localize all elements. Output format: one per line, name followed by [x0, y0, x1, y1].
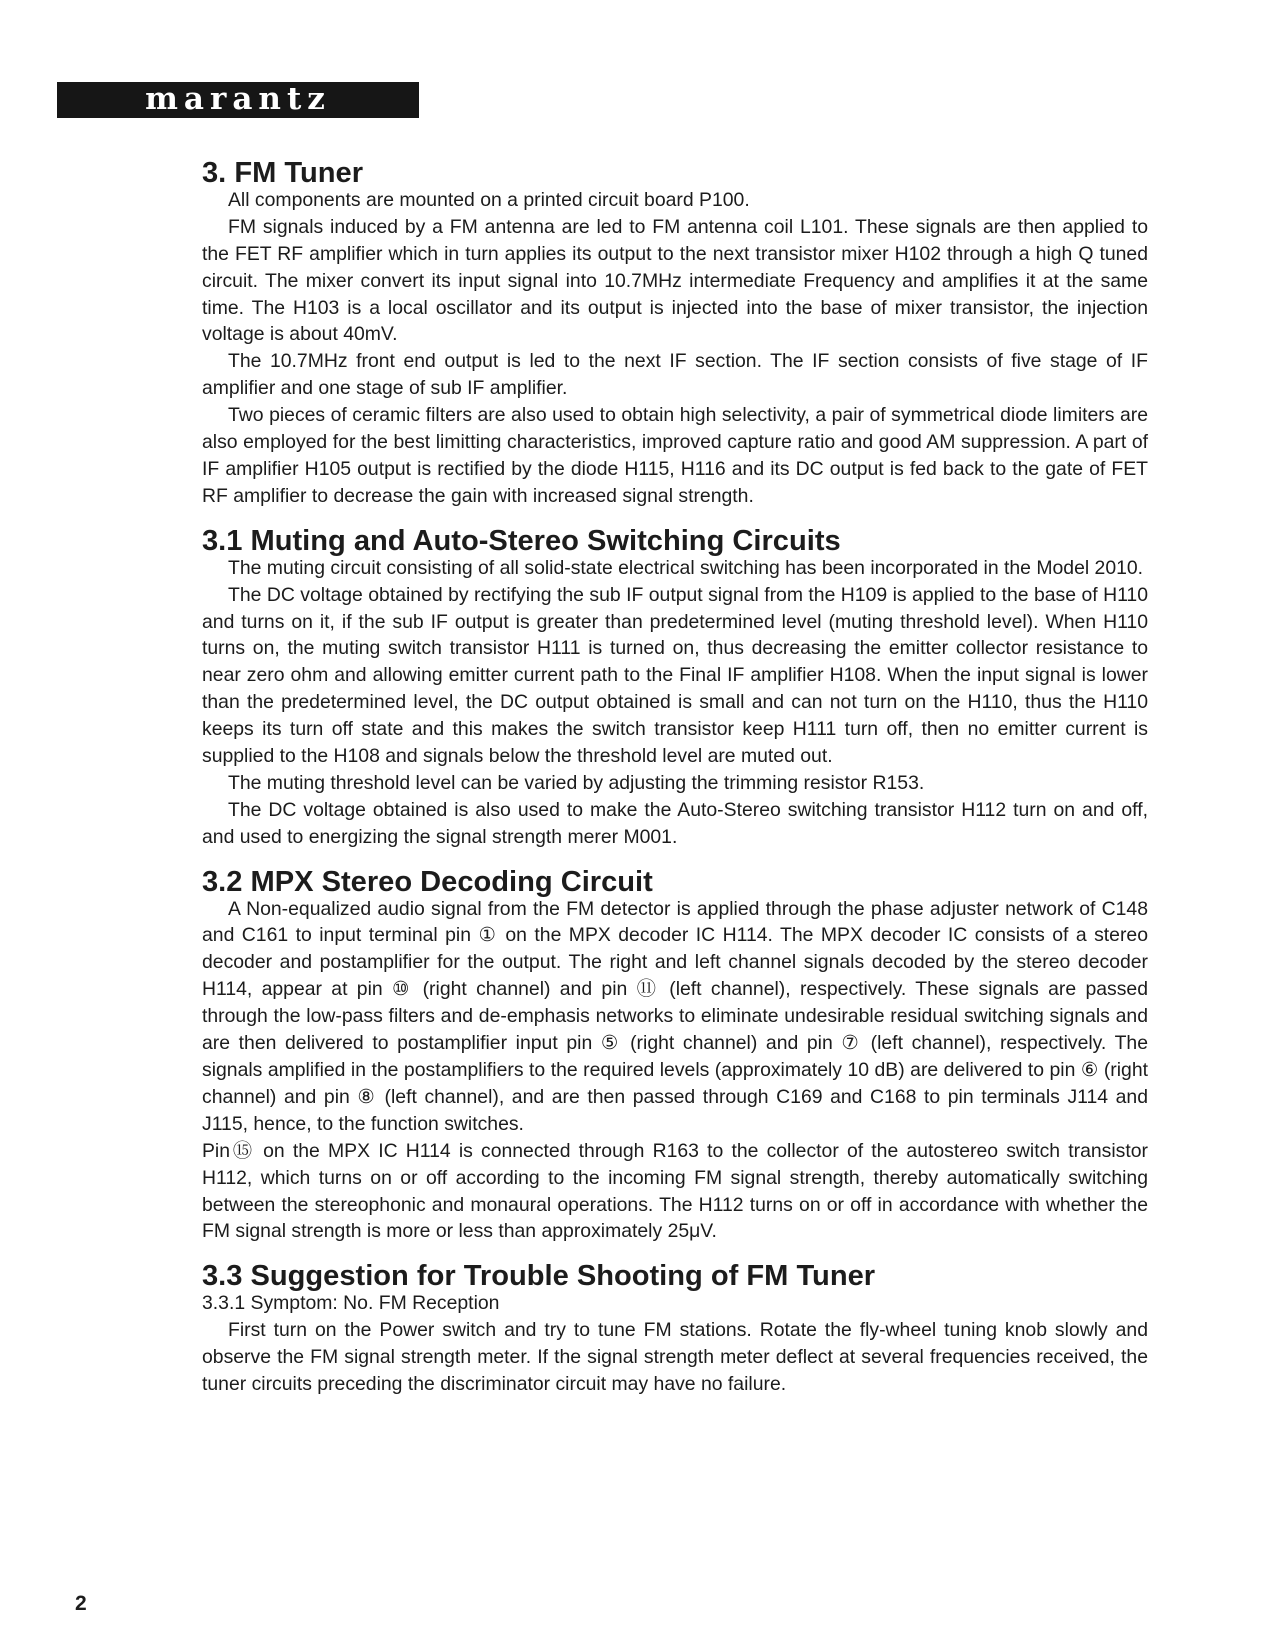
section-heading: 3.1 Muting and Auto-Stereo Switching Circuits	[202, 524, 841, 557]
section-fm-tuner	[202, 157, 1148, 510]
paragraph: The DC voltage obtained is also used to make the Auto-Stereo switching transistor H112 turn on and off, and used to energizing the signal strength merer M001.	[202, 798, 1148, 848]
section-heading: 3.3 Suggestion for Trouble Shooting of FM Tuner	[202, 1260, 876, 1293]
section-mpx-decoding	[202, 865, 1148, 1246]
logo-text: marantz	[145, 81, 331, 117]
paragraph: Two pieces of ceramic filters are also used to obtain high selectivity, a pair of symmetrical diode limiters are also employed for the best limitting characteristics, improved capture ratio and good AM suppression. A part of IF amplifier H105 output is rectified by the diode H115, H116 and its DC output is fed back to the gate of FET RF amplifier to decrease the gain with increased signal strength.	[202, 404, 1148, 507]
paragraph: A Non-equalized audio signal from the FM detector is applied through the phase adjuster network of C148 and C161 to input terminal pin ① on the MPX decoder IC H114. The MPX decoder IC consists of a stereo decoder and postamplifier for the output. The right and left channel signals decoded by the stereo decoder H114, appear at pin ⑩ (right channel) and pin ⑪ (left channel), respectively. These signals are passed through the low-pass filters and de-emphasis networks to eliminate undesirable residual switching signals and are then delivered to postamplifier input pin ⑤ (right channel) and pin ⑦ (left channel), respectively. The signals amplified in the postamplifiers to the required levels (approximately 10 dB) are delivered to pin ⑥ (right channel) and pin ⑧ (left channel), and are then passed through C169 and C168 to pin terminals J114 and J115, hence, to the function switches.	[202, 897, 1148, 1135]
section-muting-auto-stereo	[202, 524, 1148, 851]
section-heading: 3.2 MPX Stereo Decoding Circuit	[202, 865, 653, 898]
section-heading: 3. FM Tuner	[202, 157, 364, 189]
paragraph: The 10.7MHz front end output is led to the next IF section. The IF section consists of five stage of IF amplifier and one stage of sub IF amplifier.	[202, 350, 1148, 400]
subsection-heading: 3.3.1 Symptom: No. FM Reception	[202, 1292, 500, 1315]
paragraph: Pin⑮ on the MPX IC H114 is connected through R163 to the collector of the autostereo switch transistor H112, which turns on or off according to the incoming FM signal strength, thereby automatically switching between the stereophonic and monaural operations. The H112 turns on or off in accordance with whether the FM signal strength is more or less than approximately 25μV.	[202, 1139, 1148, 1243]
paragraph: The muting circuit consisting of all solid-state electrical switching has been incorporated in the Model 2010.	[228, 556, 1144, 579]
page-number: 2	[75, 1592, 87, 1615]
marantz-logo	[57, 82, 419, 118]
page-content	[202, 157, 1148, 1398]
paragraph: FM signals induced by a FM antenna are led to FM antenna coil L101. These signals are then applied to the FET RF amplifier which in turn applies its output to the next transistor mixer H102 through a high Q tuned circuit. The mixer convert its input signal into 10.7MHz intermediate Frequency and amplifies it at the same time. The H103 is a local oscillator and its output is injected into the base of mixer transistor, the injection voltage is about 40mV.	[202, 215, 1148, 346]
paragraph: The DC voltage obtained by rectifying the sub IF output signal from the H109 is applied to the base of H110 and turns on it, if the sub IF output is greater than predetermined level (muting threshold level). When H110 turns on, the muting switch transistor H111 is turned on, thus decreasing the emitter collector resistance to near zero ohm and allowing emitter current path to the Final IF amplifier H108. When the input signal is lower than the predetermined level, the DC output obtained is small and can not turn on the H110, thus the H110 keeps its turn off state and this makes the switch transistor keep H111 turn off, then no emitter current is supplied to the H108 and signals below the threshold level are muted out.	[202, 583, 1148, 768]
section-trouble-shooting	[202, 1260, 1148, 1398]
paragraph: The muting threshold level can be varied by adjusting the trimming resistor R153.	[228, 771, 925, 794]
paragraph: First turn on the Power switch and try to tune FM stations. Rotate the fly-wheel tuning knob slowly and observe the FM signal strength meter. If the signal strength meter deflect at several frequencies received, the tuner circuits preceding the discriminator circuit may have no failure.	[202, 1319, 1148, 1395]
paragraph: All components are mounted on a printed circuit board P100.	[228, 188, 750, 211]
